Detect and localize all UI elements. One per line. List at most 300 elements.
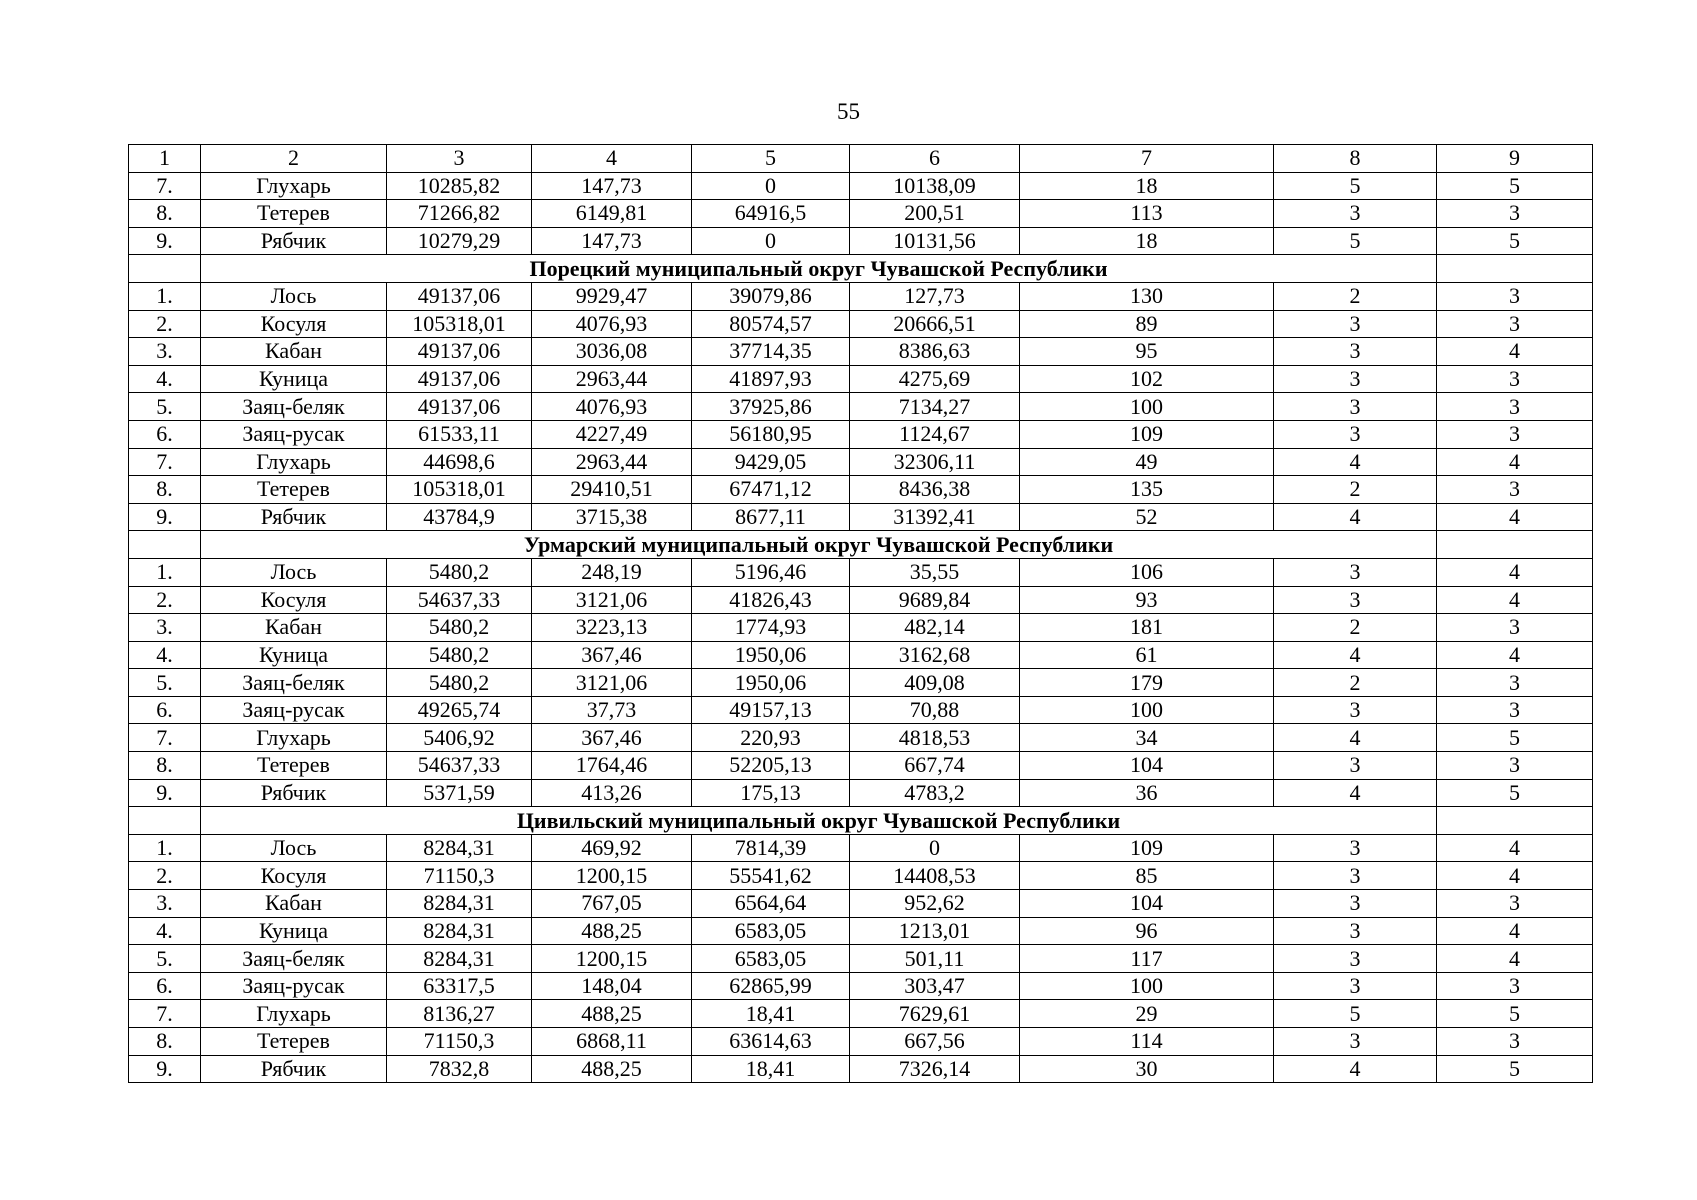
row-number: 7. [129,448,201,476]
table-row [129,420,1593,448]
value-col-6: 409,08 [850,669,1020,697]
value-col-5: 8677,11 [692,503,850,531]
row-number: 9. [129,779,201,807]
value-col-9: 3 [1437,614,1593,642]
value-col-7: 36 [1020,779,1274,807]
value-col-8: 4 [1274,503,1437,531]
value-col-5: 39079,86 [692,282,850,310]
value-col-8: 5 [1274,172,1437,200]
value-col-6: 10131,56 [850,227,1020,255]
value-col-4: 37,73 [532,696,692,724]
value-col-3: 49137,06 [387,393,532,421]
value-col-3: 54637,33 [387,586,532,614]
species-name: Косуля [201,862,387,890]
value-col-3: 5480,2 [387,669,532,697]
value-col-6: 14408,53 [850,862,1020,890]
value-col-4: 2963,44 [532,365,692,393]
table-row [129,945,1593,973]
value-col-8: 4 [1274,641,1437,669]
value-col-8: 3 [1274,945,1437,973]
value-col-4: 148,04 [532,972,692,1000]
value-col-6: 127,73 [850,282,1020,310]
value-col-4: 767,05 [532,890,692,918]
value-col-8: 3 [1274,972,1437,1000]
value-col-4: 1764,46 [532,752,692,780]
species-name: Заяц-русак [201,696,387,724]
row-number: 6. [129,420,201,448]
section-row-number-cell [129,807,201,835]
table-row [129,282,1593,310]
value-col-9: 3 [1437,420,1593,448]
value-col-8: 3 [1274,1028,1437,1056]
value-col-3: 7832,8 [387,1055,532,1083]
value-col-5: 0 [692,172,850,200]
value-col-8: 2 [1274,669,1437,697]
section-row-number-cell [129,531,201,559]
column-number-5: 5 [692,145,850,173]
value-col-6: 7134,27 [850,393,1020,421]
value-col-3: 8284,31 [387,890,532,918]
table-row [129,200,1593,228]
value-col-7: 34 [1020,724,1274,752]
value-col-9: 3 [1437,696,1593,724]
row-number: 4. [129,365,201,393]
value-col-6: 1213,01 [850,917,1020,945]
value-col-9: 3 [1437,200,1593,228]
value-col-3: 8136,27 [387,1000,532,1028]
value-col-3: 8284,31 [387,945,532,973]
species-name: Кабан [201,890,387,918]
table-row [129,586,1593,614]
value-col-4: 367,46 [532,724,692,752]
column-number-9: 9 [1437,145,1593,173]
value-col-6: 667,56 [850,1028,1020,1056]
value-col-5: 41826,43 [692,586,850,614]
value-col-7: 49 [1020,448,1274,476]
value-col-9: 3 [1437,890,1593,918]
value-col-8: 5 [1274,227,1437,255]
row-number: 1. [129,834,201,862]
value-col-4: 488,25 [532,917,692,945]
value-col-7: 181 [1020,614,1274,642]
row-number: 6. [129,696,201,724]
value-col-6: 952,62 [850,890,1020,918]
value-col-5: 80574,57 [692,310,850,338]
value-col-6: 31392,41 [850,503,1020,531]
value-col-4: 29410,51 [532,476,692,504]
column-number-2: 2 [201,145,387,173]
value-col-4: 2963,44 [532,448,692,476]
value-col-4: 3223,13 [532,614,692,642]
value-col-4: 147,73 [532,172,692,200]
row-number: 7. [129,724,201,752]
value-col-4: 3715,38 [532,503,692,531]
value-col-5: 52205,13 [692,752,850,780]
value-col-5: 56180,95 [692,420,850,448]
value-col-6: 4783,2 [850,779,1020,807]
section-header-row [129,531,1593,559]
value-col-4: 488,25 [532,1055,692,1083]
species-name: Рябчик [201,1055,387,1083]
value-col-9: 3 [1437,476,1593,504]
value-col-6: 482,14 [850,614,1020,642]
row-number: 5. [129,669,201,697]
value-col-3: 8284,31 [387,917,532,945]
value-col-7: 179 [1020,669,1274,697]
section-title: Порецкий муниципальный округ Чувашской Республики [201,255,1437,283]
value-col-6: 4275,69 [850,365,1020,393]
table-row [129,338,1593,366]
table-row [129,696,1593,724]
row-number: 1. [129,558,201,586]
value-col-4: 3036,08 [532,338,692,366]
value-col-4: 147,73 [532,227,692,255]
value-col-5: 64916,5 [692,200,850,228]
row-number: 8. [129,752,201,780]
species-name: Тетерев [201,752,387,780]
table-row [129,476,1593,504]
value-col-9: 3 [1437,1028,1593,1056]
column-number-row [129,145,1593,173]
value-col-7: 18 [1020,172,1274,200]
value-col-3: 10279,29 [387,227,532,255]
value-col-9: 3 [1437,393,1593,421]
value-col-7: 96 [1020,917,1274,945]
value-col-6: 4818,53 [850,724,1020,752]
species-name: Рябчик [201,227,387,255]
value-col-9: 4 [1437,448,1593,476]
species-name: Косуля [201,310,387,338]
value-col-9: 4 [1437,917,1593,945]
value-col-9: 4 [1437,558,1593,586]
species-name: Глухарь [201,1000,387,1028]
value-col-7: 85 [1020,862,1274,890]
value-col-4: 1200,15 [532,862,692,890]
value-col-3: 49137,06 [387,282,532,310]
section-end-cell [1437,255,1593,283]
value-col-5: 5196,46 [692,558,850,586]
value-col-7: 109 [1020,834,1274,862]
row-number: 2. [129,862,201,890]
table-row [129,1000,1593,1028]
species-name: Заяц-русак [201,972,387,1000]
section-title: Цивильский муниципальный округ Чувашской Республики [201,807,1437,835]
species-name: Куница [201,641,387,669]
value-col-8: 2 [1274,282,1437,310]
table-row [129,779,1593,807]
value-col-4: 4076,93 [532,310,692,338]
value-col-3: 71266,82 [387,200,532,228]
table-row [129,724,1593,752]
row-number: 5. [129,393,201,421]
value-col-7: 114 [1020,1028,1274,1056]
species-name: Куница [201,365,387,393]
value-col-8: 3 [1274,890,1437,918]
value-col-9: 3 [1437,365,1593,393]
table-row [129,1028,1593,1056]
row-number: 9. [129,227,201,255]
value-col-8: 3 [1274,696,1437,724]
value-col-6: 7326,14 [850,1055,1020,1083]
row-number: 7. [129,172,201,200]
row-number: 6. [129,972,201,1000]
table-row [129,393,1593,421]
value-col-8: 3 [1274,393,1437,421]
value-col-3: 8284,31 [387,834,532,862]
section-header-row [129,255,1593,283]
value-col-8: 3 [1274,834,1437,862]
species-name: Заяц-беляк [201,669,387,697]
value-col-9: 5 [1437,227,1593,255]
value-col-7: 104 [1020,890,1274,918]
value-col-8: 3 [1274,917,1437,945]
table-row [129,227,1593,255]
column-number-8: 8 [1274,145,1437,173]
value-col-9: 4 [1437,945,1593,973]
species-name: Глухарь [201,724,387,752]
value-col-4: 248,19 [532,558,692,586]
species-name: Заяц-беляк [201,945,387,973]
value-col-8: 4 [1274,724,1437,752]
value-col-7: 100 [1020,972,1274,1000]
value-col-8: 3 [1274,752,1437,780]
value-col-3: 10285,82 [387,172,532,200]
row-number: 3. [129,338,201,366]
value-col-7: 93 [1020,586,1274,614]
value-col-6: 35,55 [850,558,1020,586]
species-name: Лось [201,834,387,862]
value-col-7: 100 [1020,393,1274,421]
value-col-5: 41897,93 [692,365,850,393]
value-col-3: 44698,6 [387,448,532,476]
row-number: 3. [129,614,201,642]
value-col-4: 367,46 [532,641,692,669]
species-name: Тетерев [201,476,387,504]
row-number: 9. [129,503,201,531]
value-col-4: 1200,15 [532,945,692,973]
value-col-3: 71150,3 [387,862,532,890]
value-col-4: 9929,47 [532,282,692,310]
table-row [129,641,1593,669]
value-col-8: 3 [1274,420,1437,448]
value-col-6: 667,74 [850,752,1020,780]
value-col-3: 71150,3 [387,1028,532,1056]
value-col-7: 30 [1020,1055,1274,1083]
value-col-6: 70,88 [850,696,1020,724]
species-name: Тетерев [201,200,387,228]
value-col-3: 63317,5 [387,972,532,1000]
species-name: Рябчик [201,503,387,531]
value-col-6: 7629,61 [850,1000,1020,1028]
species-name: Глухарь [201,172,387,200]
value-col-3: 49137,06 [387,365,532,393]
value-col-8: 3 [1274,586,1437,614]
value-col-8: 4 [1274,779,1437,807]
value-col-8: 3 [1274,558,1437,586]
table-row [129,752,1593,780]
value-col-8: 3 [1274,365,1437,393]
row-number: 3. [129,890,201,918]
value-col-5: 7814,39 [692,834,850,862]
value-col-9: 3 [1437,669,1593,697]
value-col-5: 37714,35 [692,338,850,366]
value-col-4: 6868,11 [532,1028,692,1056]
column-number-3: 3 [387,145,532,173]
table-row [129,834,1593,862]
species-name: Рябчик [201,779,387,807]
value-col-3: 54637,33 [387,752,532,780]
species-name: Куница [201,917,387,945]
value-col-6: 8386,63 [850,338,1020,366]
value-col-3: 49265,74 [387,696,532,724]
value-col-9: 4 [1437,586,1593,614]
table-row [129,862,1593,890]
section-header-row [129,807,1593,835]
value-col-7: 109 [1020,420,1274,448]
value-col-5: 49157,13 [692,696,850,724]
table-row [129,310,1593,338]
table-row [129,614,1593,642]
value-col-6: 10138,09 [850,172,1020,200]
row-number: 5. [129,945,201,973]
value-col-6: 8436,38 [850,476,1020,504]
value-col-8: 2 [1274,614,1437,642]
value-col-7: 29 [1020,1000,1274,1028]
value-col-9: 4 [1437,862,1593,890]
value-col-5: 6583,05 [692,945,850,973]
value-col-6: 501,11 [850,945,1020,973]
row-number: 9. [129,1055,201,1083]
page-number: 55 [837,99,860,124]
species-name: Заяц-беляк [201,393,387,421]
value-col-9: 5 [1437,779,1593,807]
value-col-4: 3121,06 [532,669,692,697]
row-number: 4. [129,917,201,945]
section-row-number-cell [129,255,201,283]
value-col-7: 106 [1020,558,1274,586]
value-col-5: 1950,06 [692,641,850,669]
value-col-5: 175,13 [692,779,850,807]
value-col-3: 61533,11 [387,420,532,448]
table-row [129,172,1593,200]
value-col-9: 3 [1437,752,1593,780]
value-col-9: 3 [1437,972,1593,1000]
value-col-7: 135 [1020,476,1274,504]
value-col-8: 4 [1274,448,1437,476]
value-col-4: 3121,06 [532,586,692,614]
table-row [129,365,1593,393]
row-number: 4. [129,641,201,669]
row-number: 2. [129,586,201,614]
species-name: Тетерев [201,1028,387,1056]
value-col-9: 4 [1437,338,1593,366]
value-col-6: 9689,84 [850,586,1020,614]
value-col-9: 4 [1437,834,1593,862]
value-col-8: 2 [1274,476,1437,504]
value-col-5: 18,41 [692,1000,850,1028]
value-col-6: 1124,67 [850,420,1020,448]
section-title: Урмарский муниципальный округ Чувашской Республики [201,531,1437,559]
table-row [129,917,1593,945]
value-col-9: 3 [1437,282,1593,310]
section-end-cell [1437,531,1593,559]
value-col-5: 9429,05 [692,448,850,476]
value-col-7: 61 [1020,641,1274,669]
table-row [129,1055,1593,1083]
value-col-7: 89 [1020,310,1274,338]
species-name: Косуля [201,586,387,614]
section-end-cell [1437,807,1593,835]
row-number: 8. [129,200,201,228]
value-col-5: 67471,12 [692,476,850,504]
value-col-5: 62865,99 [692,972,850,1000]
value-col-7: 95 [1020,338,1274,366]
value-col-7: 117 [1020,945,1274,973]
column-number-1: 1 [129,145,201,173]
table-body [129,145,1593,1083]
value-col-8: 4 [1274,1055,1437,1083]
value-col-9: 4 [1437,641,1593,669]
value-col-4: 469,92 [532,834,692,862]
species-name: Лось [201,558,387,586]
value-col-5: 1774,93 [692,614,850,642]
value-col-5: 0 [692,227,850,255]
value-col-6: 3162,68 [850,641,1020,669]
species-name: Глухарь [201,448,387,476]
value-col-6: 303,47 [850,972,1020,1000]
species-name: Кабан [201,614,387,642]
value-col-3: 49137,06 [387,338,532,366]
row-number: 8. [129,476,201,504]
value-col-5: 1950,06 [692,669,850,697]
value-col-6: 0 [850,834,1020,862]
value-col-8: 3 [1274,310,1437,338]
value-col-5: 6564,64 [692,890,850,918]
value-col-9: 3 [1437,310,1593,338]
value-col-3: 5406,92 [387,724,532,752]
value-col-4: 488,25 [532,1000,692,1028]
value-col-7: 102 [1020,365,1274,393]
value-col-3: 105318,01 [387,310,532,338]
value-col-8: 5 [1274,1000,1437,1028]
value-col-5: 6583,05 [692,917,850,945]
value-col-4: 6149,81 [532,200,692,228]
table-row [129,972,1593,1000]
value-col-4: 413,26 [532,779,692,807]
value-col-6: 20666,51 [850,310,1020,338]
column-number-7: 7 [1020,145,1274,173]
value-col-7: 130 [1020,282,1274,310]
species-name: Лось [201,282,387,310]
value-col-9: 5 [1437,1055,1593,1083]
hunting-resources-table [128,144,1593,1083]
value-col-7: 100 [1020,696,1274,724]
value-col-3: 5371,59 [387,779,532,807]
value-col-3: 5480,2 [387,614,532,642]
value-col-7: 104 [1020,752,1274,780]
value-col-9: 5 [1437,172,1593,200]
value-col-3: 105318,01 [387,476,532,504]
value-col-6: 32306,11 [850,448,1020,476]
value-col-3: 43784,9 [387,503,532,531]
row-number: 1. [129,282,201,310]
table-row [129,448,1593,476]
value-col-9: 5 [1437,724,1593,752]
value-col-8: 3 [1274,338,1437,366]
value-col-7: 18 [1020,227,1274,255]
value-col-4: 4227,49 [532,420,692,448]
column-number-6: 6 [850,145,1020,173]
